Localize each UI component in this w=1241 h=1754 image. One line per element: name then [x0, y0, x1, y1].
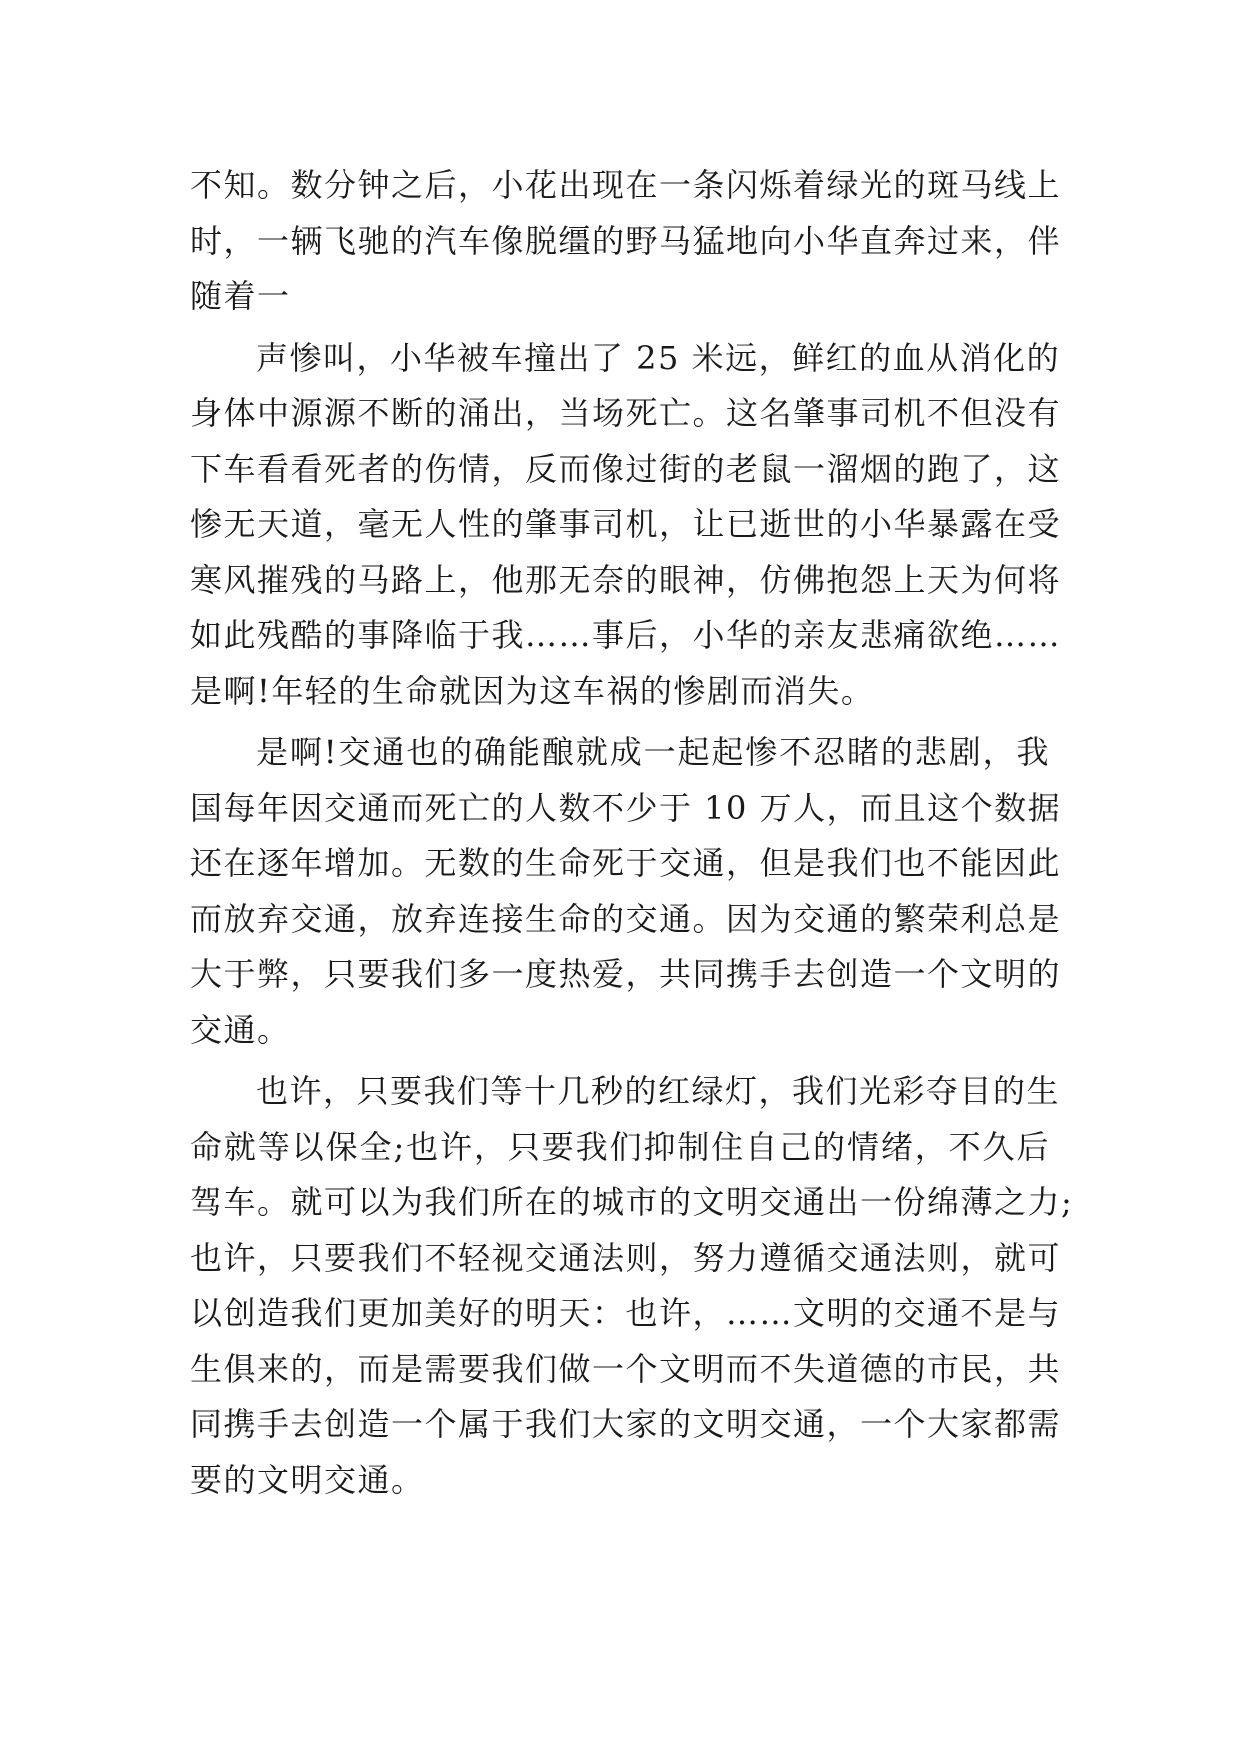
- paragraph-line: 随着一: [190, 277, 291, 315]
- paragraph-3: [190, 725, 1062, 1058]
- paragraph-line: 也许，只要我们等十几秒的红绿灯，我们光彩夺目的生: [256, 1072, 1061, 1110]
- paragraph-line: 惨无天道，毫无人性的肇事司机，让已逝世的小华暴露在受: [190, 505, 1062, 543]
- paragraph-line: 而放弃交通，放弃连接生命的交通。因为交通的繁荣利总是: [190, 899, 1062, 938]
- paragraph-1: [190, 158, 1062, 325]
- paragraph-line: 国每年因交通而死亡的人数不少于 10 万人，而且这个数据: [190, 788, 1062, 827]
- paragraph-line: 交通。: [190, 1010, 291, 1049]
- paragraph-line: 也许，只要我们不轻视交通法则，努力遵循交通法则，就可: [190, 1238, 1062, 1277]
- paragraph-line: 生俱来的，而是需要我们做一个文明而不失道德的市民，共: [190, 1349, 1062, 1388]
- document-body: [190, 158, 1074, 1508]
- paragraph-line: 还在逐年增加。无数的生命死于交通，但是我们也不能因此: [190, 844, 1062, 882]
- paragraph-line: 同携手去创造一个属于我们大家的文明交通，一个大家都需: [190, 1405, 1062, 1443]
- paragraph-line: 如此残酷的事降临于我……事后，小华的亲友悲痛欲绝……: [190, 616, 1062, 654]
- paragraph-line: 是啊!交通也的确能酿就成一起起惨不忍睹的悲剧，我: [256, 733, 1050, 771]
- paragraph-line: 以创造我们更加美好的明天：也许，……文明的交通不是与: [190, 1294, 1062, 1332]
- paragraph-4: [190, 1064, 1074, 1508]
- paragraph-line: 不知。数分钟之后，小花出现在一条闪烁着绿光的斑马线上: [190, 166, 1062, 204]
- paragraph-line: 身体中源源不断的涌出，当场死亡。这名肇事司机不但没有: [190, 394, 1062, 432]
- paragraph-line: 要的文明交通。: [190, 1460, 425, 1499]
- paragraph-line: 声惨叫，小华被车撞出了 25 米远，鲜红的血从消化的: [256, 338, 1061, 377]
- paragraph-line: 大于弊，只要我们多一度热爱，共同携手去创造一个文明的: [190, 955, 1062, 993]
- paragraph-line: 是啊!年轻的生命就因为这车祸的惨剧而消失。: [190, 671, 875, 710]
- paragraph-line: 寒风摧残的马路上，他那无奈的眼神，仿佛抱怨上天为何将: [190, 560, 1062, 599]
- paragraph-line: 命就等以保全;也许，只要我们抑制住自己的情绪，不久后: [190, 1127, 1050, 1166]
- paragraph-line: 下车看看死者的伤情，反而像过街的老鼠一溜烟的跑了，这: [190, 449, 1062, 488]
- paragraph-2: [190, 331, 1062, 720]
- paragraph-line: 驾车。就可以为我们所在的城市的文明交通出一份绵薄之力;: [190, 1183, 1074, 1221]
- paragraph-line: 时，一辆飞驰的汽车像脱缰的野马猛地向小华直奔过来，伴: [190, 221, 1062, 260]
